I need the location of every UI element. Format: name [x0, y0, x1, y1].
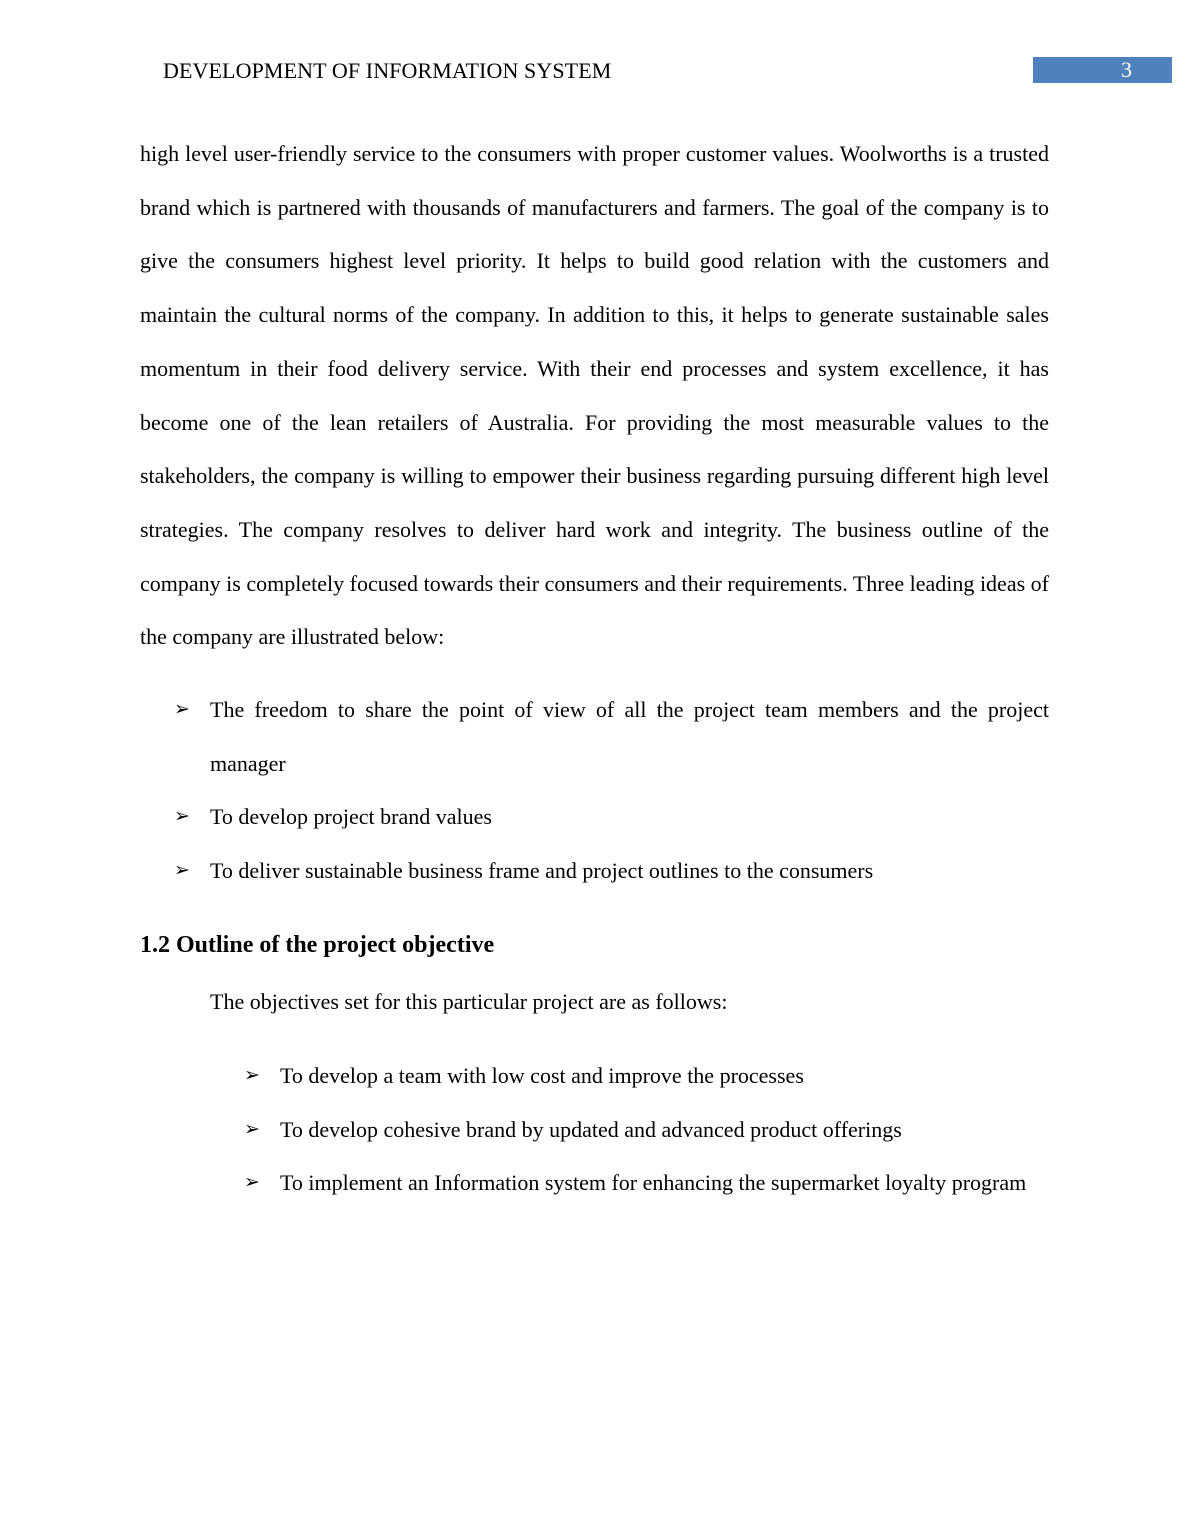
list-item — [174, 790, 1049, 844]
section-intro: The objectives set for this particular project are as follows: — [210, 989, 728, 1014]
list-item-text: To develop cohesive brand by updated and advanced product offerings — [280, 1116, 902, 1142]
objectives-list — [244, 1049, 1049, 1210]
arrow-bullet-icon: ➢ — [244, 1171, 260, 1194]
page-number-badge — [1033, 57, 1172, 83]
list-item-text: To implement an Information system for enhancing the supermarket loyalty program — [280, 1170, 1027, 1196]
arrow-bullet-icon: ➢ — [174, 698, 190, 720]
list-item-text: To develop project brand values — [210, 804, 492, 830]
list-item — [244, 1156, 1049, 1210]
section-heading: 1.2 Outline of the project objective — [140, 932, 495, 958]
list-item — [174, 844, 1049, 898]
list-item-text: To deliver sustainable business frame and project outlines to the consumers — [210, 858, 874, 884]
list-item-text: The freedom to share the point of view of all the project team members and the project manager — [210, 697, 1049, 776]
arrow-bullet-icon: ➢ — [174, 859, 190, 882]
arrow-bullet-icon: ➢ — [244, 1117, 260, 1140]
body-paragraph: high level user-friendly service to the consumers with proper customer values. Woolworths is a trusted brand which is partnered with thousands of manufacturers and farmers. The goal of the company is to give the consumers highest level priority. It helps to build good relation with the customers and maintain the cultural norms of the company. In addition to this, it helps to generate sustainable sales momentum in their food delivery service. With their end processes and system excellence, it has become one of the lean retailers of Australia. For providing the most measurable values to the stakeholders, the company is willing to empower their business regarding pursuing different high level strategies. The company resolves to deliver hard work and integrity. The business outline of the company is completely focused towards their consumers and their requirements. Three leading ideas of the company are illustrated below: — [140, 141, 1049, 650]
ideas-list — [174, 683, 1049, 898]
list-item-text: To develop a team with low cost and improve the processes — [280, 1063, 804, 1088]
page-number: 3 — [1121, 57, 1132, 82]
list-item — [174, 683, 1049, 790]
arrow-bullet-icon: ➢ — [244, 1064, 260, 1086]
running-header-title: DEVELOPMENT OF INFORMATION SYSTEM — [163, 58, 612, 83]
list-item — [244, 1049, 1049, 1103]
list-item — [244, 1103, 1049, 1157]
arrow-bullet-icon: ➢ — [174, 805, 190, 828]
